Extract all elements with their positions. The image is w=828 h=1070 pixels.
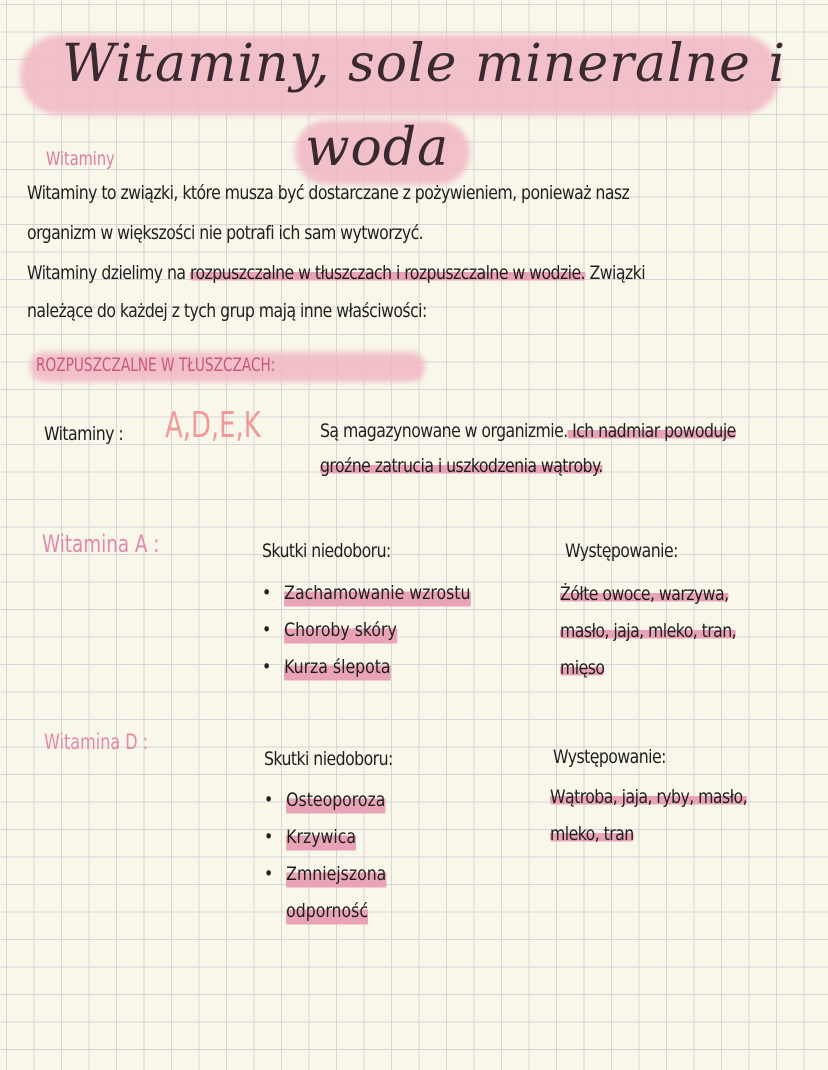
bullet: • — [262, 619, 272, 641]
bullet: • — [264, 789, 274, 811]
bullet: • — [262, 656, 272, 678]
highlighted-text: groźne zatrucia i uszkodzenia wątroby. — [320, 455, 603, 477]
fat-soluble-desc — [320, 455, 603, 477]
list-item — [262, 612, 470, 649]
vitamins-label: Witaminy : — [44, 423, 124, 445]
item-text: mleko, tran — [550, 823, 634, 845]
bullet: • — [262, 582, 272, 604]
item-text: odporność — [286, 893, 368, 930]
list-item — [264, 893, 386, 930]
highlighted-text: rozpuszczalne w tłuszczach i rozpuszczalne w wodzie. — [189, 262, 586, 284]
bullet: • — [264, 826, 274, 848]
intro-line: należące do każdej z tych grup mają inne właściwości: — [27, 300, 427, 322]
item-text: Kurza ślepota — [284, 649, 390, 686]
deficiency-list — [264, 782, 397, 930]
item-text: Zmniejszona — [286, 856, 386, 893]
sources-title: Występowanie: — [565, 540, 678, 562]
item-text: Żółte owoce, warzywa, — [560, 583, 729, 605]
sources-line — [550, 786, 747, 808]
deficiency-list — [262, 575, 489, 686]
text: Są magazynowane w organizmie. — [320, 420, 568, 442]
item-text: mięso — [560, 657, 605, 679]
page-title: Witaminy, sole mineralne i — [62, 34, 787, 94]
text: Związki — [585, 262, 646, 284]
fat-soluble-heading: ROZPUSZCZALNE W TŁUSZCZACH: — [36, 354, 276, 376]
sources-title: Występowanie: — [553, 746, 666, 768]
list-item — [264, 856, 386, 893]
vitamin-d-label: Witamina D : — [44, 730, 149, 754]
list-item — [262, 649, 470, 686]
sources-line — [560, 657, 604, 679]
deficiency-title: Skutki niedoboru: — [264, 748, 393, 770]
sources-line — [560, 620, 736, 642]
text: Witaminy dzielimy na — [27, 262, 190, 284]
highlighted-text: Ich nadmiar powoduje — [567, 420, 736, 442]
sources-line — [550, 823, 634, 845]
item-text: Zachamowanie wzrostu — [284, 575, 470, 612]
list-item — [264, 782, 386, 819]
item-text: Choroby skóry — [284, 612, 397, 649]
intro-line: organizm w większości nie potrafi ich sam wytworzyć. — [27, 222, 424, 244]
page-title-line2: woda — [305, 118, 450, 178]
item-text: Krzywica — [286, 819, 356, 856]
item-text: masło, jaja, mleko, tran, — [560, 620, 737, 642]
section-label: Witaminy — [46, 148, 115, 170]
item-text: Osteoporoza — [286, 782, 385, 819]
list-item — [264, 819, 386, 856]
item-text: Wątroba, jaja, ryby, masło, — [550, 786, 748, 808]
list-item — [262, 575, 470, 612]
bullet: • — [264, 863, 274, 885]
vitamin-a-label: Witamina A : — [42, 530, 160, 558]
fat-soluble-desc — [320, 420, 736, 442]
intro-line: Witaminy to związki, które musza być dostarczane z pożywieniem, ponieważ nasz — [27, 182, 630, 204]
vitamins-list: A,D,E,K — [165, 405, 261, 446]
sources-line — [560, 583, 729, 605]
deficiency-title: Skutki niedoboru: — [262, 540, 391, 562]
intro-line — [27, 262, 645, 284]
